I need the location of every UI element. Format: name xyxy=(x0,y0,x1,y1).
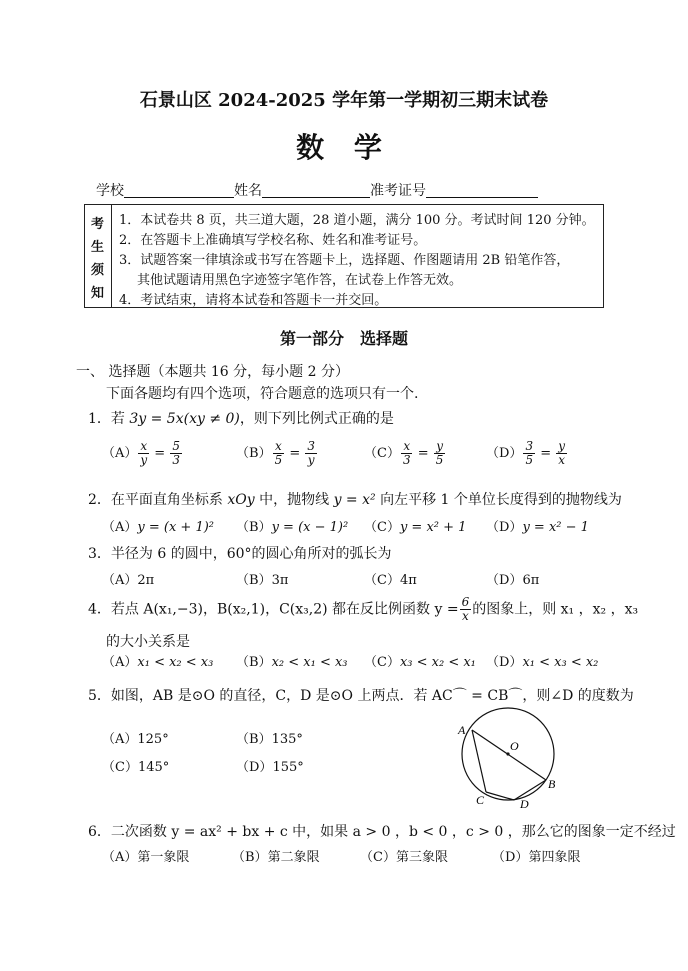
school-label: 学校 xyxy=(96,183,124,199)
ticket-blank xyxy=(426,183,538,198)
part-title: 第一部分 选择题 xyxy=(279,329,408,348)
notice-label xyxy=(85,205,112,307)
student-info-line xyxy=(96,180,538,200)
q1-option-a: （A） $\frac{x}{y}$ = $\frac{5}{3}$ xyxy=(102,439,180,467)
section-instruction: 下面各题均有四个选项，符合题意的选项只有一个. xyxy=(106,386,419,402)
q6-option-a: （A）第一象限 xyxy=(102,850,190,865)
name-blank xyxy=(262,183,370,198)
notice-label-char: 须 xyxy=(91,263,105,278)
q2-option-d: （D）y = x² − 1 xyxy=(486,520,589,535)
chord-ac xyxy=(472,730,486,792)
q4-option-d: （D）x₁ < x₃ < x₂ xyxy=(486,655,599,670)
q4-stem-line2: 的大小关系是 xyxy=(106,634,190,650)
q2-option-a: （A）y = (x + 1)² xyxy=(102,520,215,535)
q1-option-d: （D） $\frac{3}{5}$ = $\frac{y}{x}$ xyxy=(486,439,566,467)
label-c: C xyxy=(476,793,485,807)
q4-option-b: （B）x₂ < x₁ < x₃ xyxy=(236,655,348,670)
q1-option-c: （C） $\frac{x}{3}$ = $\frac{y}{5}$ xyxy=(364,439,444,467)
notice-item: 4．考试结束，请将本试卷和答题卡一并交回。 xyxy=(119,293,388,308)
chord-db xyxy=(514,780,546,800)
q4-option-c: （C）x₃ < x₂ < x₁ xyxy=(364,655,476,670)
q6-option-d: （D）第四象限 xyxy=(492,850,581,865)
q3-stem: 3．半径为 6 的圆中，60°的圆心角所对的弧长为 xyxy=(88,546,392,562)
notice-label-char: 生 xyxy=(91,240,105,255)
q2-stem: 2．在平面直角坐标系 xOy 中，抛物线 y = x² 向左平移 1 个单位长度得到的抛物线为 xyxy=(88,492,622,508)
ticket-label: 准考证号 xyxy=(370,183,426,199)
school-blank xyxy=(124,183,234,198)
q5-option-d: （D）155° xyxy=(236,760,304,775)
q5-option-c: （C）145° xyxy=(102,760,170,775)
section-heading: 一、 选择题（本题共 16 分，每小题 2 分） xyxy=(76,364,349,380)
label-a: A xyxy=(458,723,466,737)
q6-option-c: （C）第三象限 xyxy=(360,850,448,865)
q3-option-b: （B）3π xyxy=(236,573,289,588)
q6-stem: 6．二次函数 y = ax² + bx + c 中，如果 a > 0 ，b < 0 ，c > 0 ，那么它的图象一定不经过 xyxy=(88,824,676,840)
q4-stem: 4．若点 A(x₁,−3)，B(x₂,1)，C(x₃,2) 都在反比例函数 y = $\frac{6}{x}$ 的图象上，则 x₁ ，x₂ ，x₃ xyxy=(88,595,639,623)
label-d: D xyxy=(520,797,529,811)
exam-title: 石景山区 2024-2025 学年第一学期初三期末试卷 xyxy=(139,90,549,111)
notice-item: 1．本试卷共 8 页，共三道大题，28 道小题，满分 100 分。考试时间 120 分钟。 xyxy=(119,213,595,228)
notice-label-char: 考 xyxy=(91,217,105,232)
q2-option-c: （C）y = x² + 1 xyxy=(364,520,467,535)
q3-option-c: （C）4π xyxy=(364,573,417,588)
q1-option-b: （B） $\frac{x}{5}$ = $\frac{3}{y}$ xyxy=(236,439,316,467)
label-o: O xyxy=(510,739,519,753)
notice-box xyxy=(84,204,604,308)
subject-title: 数 学 xyxy=(296,131,392,164)
notice-item: 其他试题请用黑色字迹签字笔作答，在试卷上作答无效。 xyxy=(137,273,463,288)
q3-option-a: （A）2π xyxy=(102,573,155,588)
q4-option-a: （A）x₁ < x₂ < x₃ xyxy=(102,655,214,670)
q5-option-a: （A）125° xyxy=(102,732,169,747)
q1-stem: 1．若 3y = 5x(xy ≠ 0)，则下列比例式正确的是 xyxy=(88,411,394,427)
label-b: B xyxy=(548,777,556,791)
name-label: 姓名 xyxy=(234,183,262,199)
q5-stem: 5．如图，AB 是⊙O 的直径，C，D 是⊙O 上两点．若 AC⌒ = CB⌒，则∠D 的度数为 xyxy=(88,688,634,704)
q2-option-b: （B）y = (x − 1)² xyxy=(236,520,349,535)
notice-item: 3．试题答案一律填涂或书写在答题卡上，选择题、作图题请用 2B 铅笔作答， xyxy=(119,253,570,268)
q5-option-b: （B）135° xyxy=(236,732,303,747)
q5-circle-figure xyxy=(448,700,588,812)
notice-item: 2．在答题卡上准确填写学校名称、姓名和准考证号。 xyxy=(119,233,427,248)
q3-option-d: （D）6π xyxy=(486,573,540,588)
notice-label-char: 知 xyxy=(91,286,105,301)
q6-option-b: （B）第二象限 xyxy=(232,850,320,865)
